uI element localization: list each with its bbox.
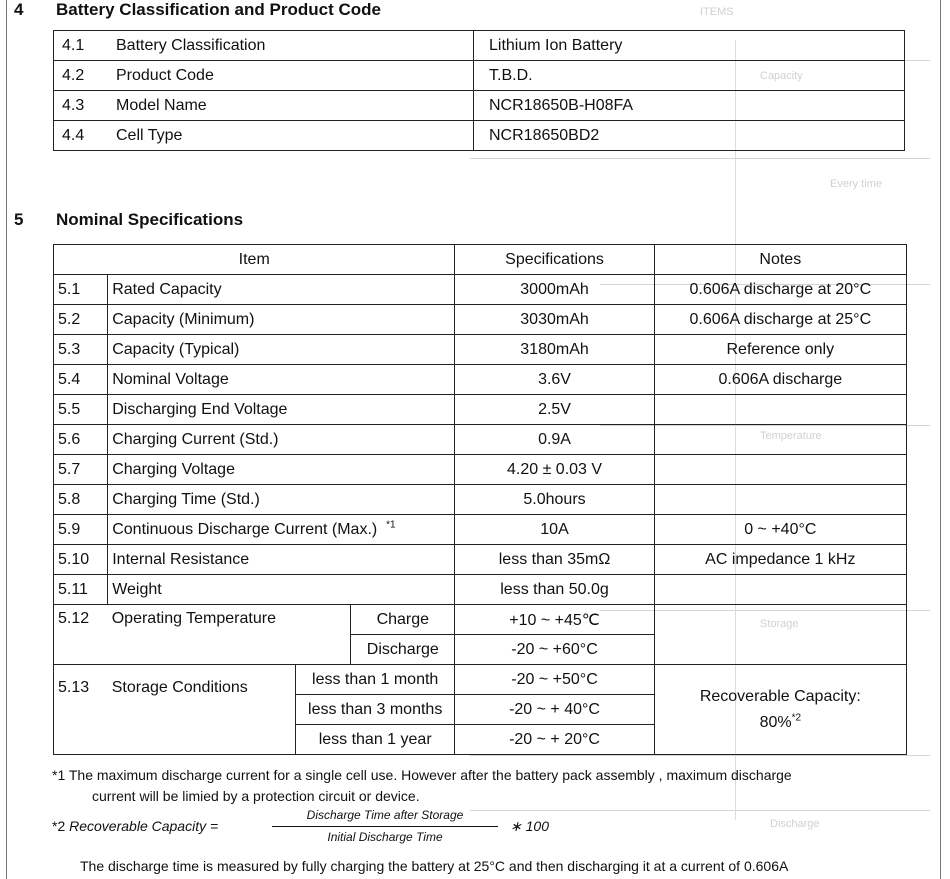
formula-rhs: ∗ 100 <box>510 818 549 834</box>
table-row <box>54 665 907 695</box>
row-number: 5.9 <box>54 515 108 545</box>
footnote-1-line-2: current will be limied by a protection circuit or device. <box>92 788 420 804</box>
table-row <box>54 305 907 335</box>
row-item: Discharging End Voltage <box>108 395 455 425</box>
row-notes <box>654 485 906 515</box>
footnote-2-mark: *2 <box>52 818 66 834</box>
ghost-text: ITEMS <box>700 6 734 18</box>
footnote-2 <box>52 818 218 834</box>
table-row <box>54 31 905 61</box>
row-item: Weight <box>108 575 455 605</box>
storage-period: less than 3 months <box>295 695 455 725</box>
row-item: Capacity (Minimum) <box>108 305 455 335</box>
recoverable-capacity-value-line <box>655 710 906 736</box>
row-notes <box>654 425 906 455</box>
row-item: Rated Capacity <box>108 275 455 305</box>
row-number: 4.4 <box>54 121 111 151</box>
table-row <box>54 455 907 485</box>
row-value: NCR18650BD2 <box>474 121 905 151</box>
table-row <box>54 91 905 121</box>
row-number: 5.7 <box>54 455 108 485</box>
table-row <box>54 395 907 425</box>
discharge-value: -20 ~ +60°C <box>455 635 654 665</box>
row-number: 5.6 <box>54 425 108 455</box>
row-spec: 4.20 ± 0.03 V <box>455 455 654 485</box>
ghost-rule <box>470 755 930 756</box>
charge-value: +10 ~ +45℃ <box>455 605 654 635</box>
recoverable-capacity-label: Recoverable Capacity: <box>699 687 861 705</box>
row-item: Internal Resistance <box>108 545 455 575</box>
section-title: Nominal Specifications <box>56 210 244 229</box>
recoverable-capacity-value: 80% <box>759 713 792 731</box>
page-border-right <box>940 0 941 879</box>
charge-label: Charge <box>351 605 455 635</box>
recoverable-capacity-note <box>654 665 906 755</box>
row-item-cell <box>108 515 455 545</box>
row-number: 5.3 <box>54 335 108 365</box>
storage-period: less than 1 month <box>295 665 455 695</box>
row-spec: 3180mAh <box>455 335 654 365</box>
fraction-bar <box>272 826 498 827</box>
row-label: Product Code <box>110 61 474 91</box>
ghost-text: Storage <box>760 618 799 630</box>
row-notes <box>654 395 906 425</box>
discharge-label: Discharge <box>351 635 455 665</box>
row-item: Charging Current (Std.) <box>108 425 455 455</box>
section-number: 5 <box>14 210 24 229</box>
ghost-text: Every time <box>830 178 882 190</box>
specifications-header: Specifications <box>455 245 654 275</box>
row-number: 5.10 <box>54 545 108 575</box>
section-number: 4 <box>14 0 24 19</box>
ghost-text: Capacity <box>760 70 803 82</box>
row-number: 5.8 <box>54 485 108 515</box>
nominal-specifications-table <box>53 244 907 755</box>
ghost-rule <box>470 810 930 811</box>
section-title: Battery Classification and Product Code <box>56 0 381 19</box>
ghost-rule <box>470 158 930 159</box>
row-item: Nominal Voltage <box>108 365 455 395</box>
footnote-2-line-3: The discharge time is measured by fully charging the battery at 25°C and then discharging it at a current of 0.606A <box>80 858 789 874</box>
row-notes <box>654 455 906 485</box>
footnote-mark: *2 <box>791 712 802 724</box>
row-value: T.B.D. <box>474 61 905 91</box>
table-row <box>54 515 907 545</box>
row-number: 5.11 <box>54 575 108 605</box>
table-row <box>54 275 907 305</box>
row-spec: 5.0hours <box>455 485 654 515</box>
item-header: Item <box>54 245 455 275</box>
row-item: Storage Conditions <box>108 665 296 755</box>
row-number: 5.2 <box>54 305 108 335</box>
row-label: Battery Classification <box>110 31 474 61</box>
row-notes: Reference only <box>654 335 906 365</box>
row-value: NCR18650B-H08FA <box>474 91 905 121</box>
ghost-text: Discharge <box>770 818 820 830</box>
row-notes <box>654 575 906 605</box>
page-border-left <box>6 0 7 879</box>
table-row <box>54 121 905 151</box>
storage-period: less than 1 year <box>295 725 455 755</box>
footnote-1-line-1: The maximum discharge current for a single cell use. However after the battery pack assembly , maximum discharge <box>68 767 792 783</box>
table-row <box>54 605 907 635</box>
row-spec: 3000mAh <box>455 275 654 305</box>
footnote-1 <box>52 767 792 783</box>
table-row <box>54 335 907 365</box>
ghost-text: Temperature <box>760 430 822 442</box>
row-number: 4.2 <box>54 61 111 91</box>
row-spec: 3.6V <box>455 365 654 395</box>
row-spec: less than 35mΩ <box>455 545 654 575</box>
row-label: Model Name <box>110 91 474 121</box>
formula-denominator: Initial Discharge Time <box>327 830 443 844</box>
row-notes: 0.606A discharge <box>654 365 906 395</box>
footnote-mark: *1 <box>386 519 396 531</box>
row-number: 5.5 <box>54 395 108 425</box>
row-notes <box>654 605 906 665</box>
row-number: 4.1 <box>54 31 111 61</box>
formula-numerator: Discharge Time after Storage <box>306 808 464 822</box>
row-spec: 2.5V <box>455 395 654 425</box>
storage-temperature: -20 ~ +50°C <box>455 665 654 695</box>
row-number: 5.1 <box>54 275 108 305</box>
footnote-1-mark: *1 <box>52 767 66 783</box>
row-notes: 0.606A discharge at 25°C <box>654 305 906 335</box>
row-item: Continuous Discharge Current (Max.) <box>112 520 378 538</box>
row-notes: 0.606A discharge at 20°C <box>654 275 906 305</box>
row-item: Charging Voltage <box>108 455 455 485</box>
table-row <box>54 425 907 455</box>
table-row <box>54 61 905 91</box>
row-item: Charging Time (Std.) <box>108 485 455 515</box>
storage-temperature: -20 ~ + 40°C <box>455 695 654 725</box>
notes-header: Notes <box>654 245 906 275</box>
row-number: 5.13 <box>54 665 108 755</box>
row-spec: 0.9A <box>455 425 654 455</box>
row-number: 5.12 <box>54 605 108 665</box>
row-number: 5.4 <box>54 365 108 395</box>
table-header-row <box>54 245 907 275</box>
row-item: Capacity (Typical) <box>108 335 455 365</box>
row-notes: 0 ~ +40°C <box>654 515 906 545</box>
formula-lhs: Recoverable Capacity = <box>69 818 219 834</box>
classification-table <box>53 30 905 151</box>
table-row <box>54 485 907 515</box>
row-spec: 10A <box>455 515 654 545</box>
storage-temperature: -20 ~ + 20°C <box>455 725 654 755</box>
row-spec: less than 50.0g <box>455 575 654 605</box>
row-notes: AC impedance 1 kHz <box>654 545 906 575</box>
table-row <box>54 545 907 575</box>
row-spec: 3030mAh <box>455 305 654 335</box>
row-item: Operating Temperature <box>108 605 351 665</box>
row-label: Cell Type <box>110 121 474 151</box>
row-value: Lithium Ion Battery <box>474 31 905 61</box>
table-row <box>54 575 907 605</box>
row-number: 4.3 <box>54 91 111 121</box>
table-row <box>54 365 907 395</box>
